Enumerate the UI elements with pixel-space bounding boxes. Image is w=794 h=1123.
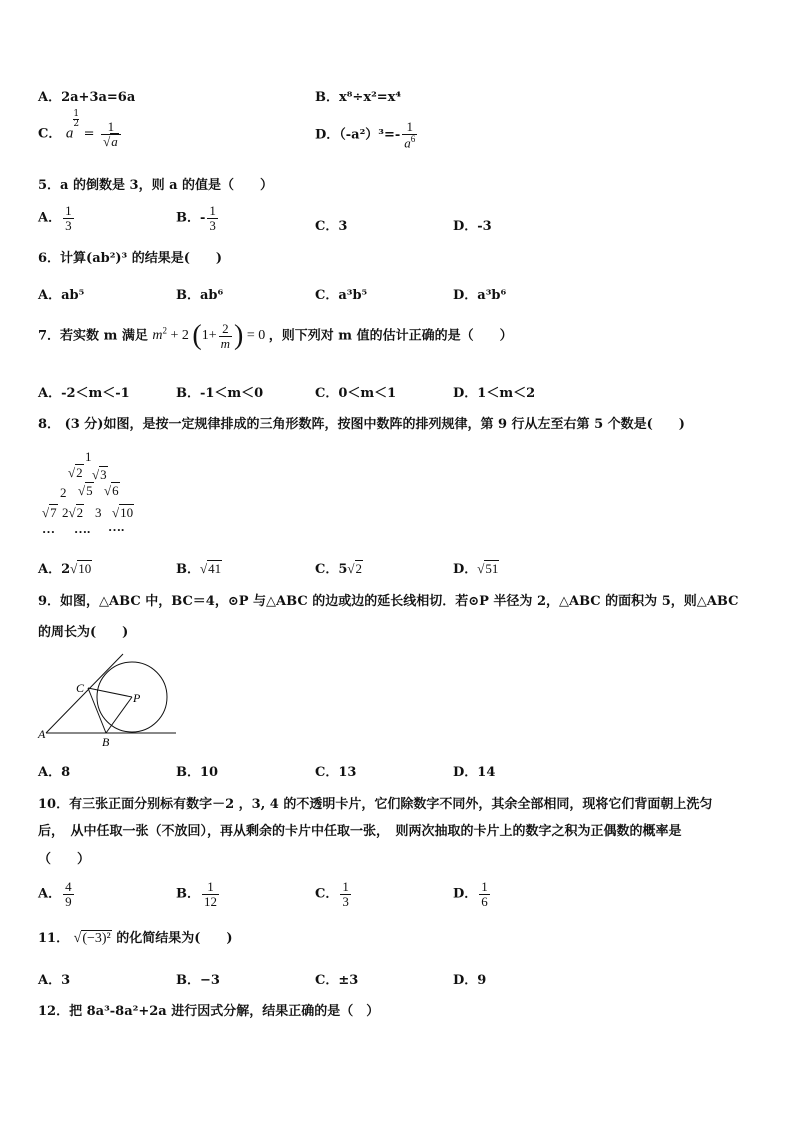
- q6-option-d: D．a³b⁶: [453, 288, 507, 303]
- q9-option-a: A．8: [38, 765, 71, 780]
- q4-d-label: D．（-a²）³=-: [315, 127, 401, 143]
- q9-label-a: A: [38, 727, 46, 741]
- q6-stem: 6．计算(ab²)³ 的结果是( ): [38, 251, 223, 266]
- q7-option-c: C．0＜m＜1: [315, 386, 397, 401]
- q4-c-sqrt: √a: [103, 133, 118, 149]
- q5-stem: 5．a 的倒数是 3，则 a 的值是（ ）: [38, 178, 274, 193]
- q4-option-c: [38, 108, 123, 149]
- q9-stem-line2: 的周长为( ): [38, 625, 129, 640]
- q5-option-a: A． $\frac{1}{3}$: [38, 203, 72, 233]
- q10-stem-line1: 10．有三张正面分别标有数字－2 ，3, 4 的不透明卡片，它们除数字不同外，其余全部相同，现将它们背面朝上洗匀: [38, 797, 713, 812]
- q4-option-d: [315, 120, 419, 150]
- q4-c-num: 1: [101, 120, 121, 135]
- q11-stem: 11． √(−3)² 的化简结果为( ): [38, 931, 233, 946]
- q4-c-label: C．: [38, 126, 62, 142]
- q11-option-c: C．±3: [315, 973, 359, 988]
- q9-line-cp: [88, 688, 132, 697]
- q9-option-b: B．10: [176, 765, 219, 780]
- q4-c-exp-num: 1: [73, 108, 80, 119]
- q9-line-ac: [46, 654, 123, 733]
- q6-option-b: B．ab⁶: [176, 288, 224, 303]
- q4-c-base: a: [65, 125, 74, 142]
- q5-option-c: C．3: [315, 219, 348, 234]
- q8-number-triangle: 1 √2 √3 2 √5 √6 √7 2√2 3 √10 … …. ….: [42, 449, 134, 536]
- q7-stem: 7．若实数 m 满足 $m^2 + 2$ (1+ $\frac{2}{m}$ ) = 0 ，则下列对 m 值的估计正确的是（ ）: [38, 320, 513, 352]
- q7-option-d: D．1＜m＜2: [453, 386, 536, 401]
- q8-option-b: B．√41: [176, 561, 222, 577]
- q4-option-b: B．x⁸÷x²=x⁴: [315, 90, 402, 105]
- q9-stem-line1: 9．如图，△ABC 中，BC＝4，⊙P 与△ABC 的边或边的延长线相切．若⊙P 半径为 2，△ABC 的面积为 5，则△ABC: [38, 594, 739, 609]
- q9-label-p: P: [133, 691, 141, 705]
- q9-label-b: B: [102, 735, 110, 749]
- q9-option-c: C．13: [315, 765, 357, 780]
- q7-option-a: A．-2＜m＜-1: [38, 386, 130, 401]
- q9-option-d: D．14: [453, 765, 496, 780]
- q5-option-d: D．-3: [453, 219, 492, 234]
- q4-c-fraction: [101, 120, 121, 148]
- q12-stem: 12．把 8a³-8a²+2a 进行因式分解，结果正确的是（ ）: [38, 1004, 380, 1019]
- q6-option-a: A．ab⁵: [38, 288, 85, 303]
- q8-option-c: C．5√2: [315, 561, 363, 577]
- q4-c-exp-den: 2: [73, 118, 80, 129]
- q6-option-c: C．a³b⁵: [315, 288, 368, 303]
- q10-option-a: A． $\frac{4}{9}$: [38, 879, 72, 909]
- q9-geometry-figure: [36, 648, 181, 750]
- q7-equation: $m^2 + 2$ (1+ $\frac{2}{m}$ ) = 0: [152, 320, 266, 352]
- q9-label-c: C: [76, 681, 85, 695]
- q5-option-b: B．- $\frac{1}{3}$: [176, 203, 216, 233]
- q11-sqrt: √(−3)²: [73, 931, 111, 946]
- q10-stem-line3: （ ）: [38, 852, 91, 867]
- q11-option-d: D．9: [453, 973, 487, 988]
- q10-option-c: C． $\frac{1}{3}$: [315, 879, 349, 909]
- q11-option-a: A．3: [38, 973, 71, 988]
- q8-option-a: A．2√10: [38, 561, 92, 577]
- q11-option-b: B．−3: [176, 973, 220, 988]
- q8-option-d: D．√51: [453, 561, 499, 577]
- q7-option-b: B．-1＜m＜0: [176, 386, 264, 401]
- q8-stem: 8． (3 分)如图，是按一定规律排成的三角形数阵，按图中数阵的排列规律，第 9 行从左至右第 5 个数是( ): [38, 417, 685, 432]
- q10-option-b: B． $\frac{1}{12}$: [176, 879, 217, 909]
- q4-option-a: A．2a+3a=6a: [38, 90, 136, 105]
- q10-stem-line2: 后， 从中任取一张（不放回），再从剩余的卡片中任取一张， 则两次抽取的卡片上的数字之积为正偶数的概率是: [38, 824, 682, 839]
- q10-option-d: D． $\frac{1}{6}$: [453, 879, 488, 909]
- q4-c-eq: =: [83, 126, 95, 142]
- q9-line-bp: [106, 697, 132, 733]
- q4-d-fraction: $\frac{1}{a^6}$: [404, 119, 416, 150]
